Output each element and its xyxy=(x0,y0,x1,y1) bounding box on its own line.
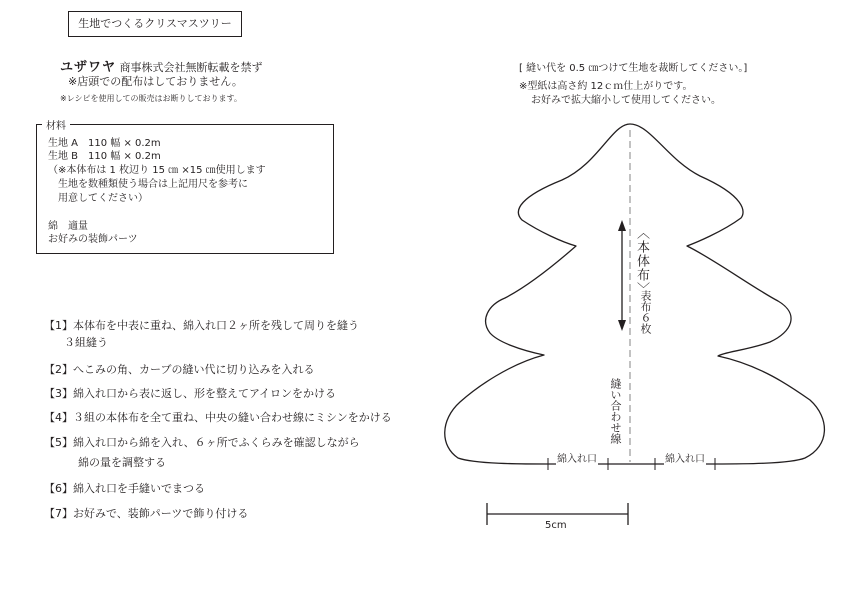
seam-allowance-note: [ 縫い代を 0.5 ㎝つけて生地を裁断してください。] xyxy=(519,63,748,74)
step-5-cont: 綿の量を調整する xyxy=(78,456,166,469)
body-fabric-label: 〈本体布〉 xyxy=(634,226,649,296)
arrow-head-up xyxy=(618,220,626,231)
opening-right-label: 綿入れ口 xyxy=(664,450,706,465)
step-text: ３組の本体布を全て重ね、中央の縫い合わせ線にミシンをかける xyxy=(73,411,392,424)
scale-note: お好みで拡大縮小して使用してください。 xyxy=(531,95,721,106)
step-text: へこみの角、カーブの縫い代に切り込みを入れる xyxy=(73,363,315,376)
material-line: 綿 適量 xyxy=(48,221,88,232)
pattern-size-note: ※型紙は高さ約 12ｃｍ仕上がりです。 xyxy=(519,81,693,92)
body-fabric-count: 表布６枚 xyxy=(639,290,652,334)
material-line: 生地を数種類使う場合は上記用尺を参考に xyxy=(48,179,248,190)
step-text: お好みで、装飾パーツで飾り付ける xyxy=(73,507,249,520)
seam-line-label: 縫い合わせ線 xyxy=(609,378,622,444)
step-text: 綿入れ口から表に返し、形を整えてアイロンをかける xyxy=(73,387,337,400)
step-text: 綿入れ口を手縫いでまつる xyxy=(73,482,205,495)
step-number: 【4】 xyxy=(44,411,73,424)
step-number: 【1】 xyxy=(44,319,73,332)
step-number: 【5】 xyxy=(44,436,73,449)
brand-logo: ユザワヤ xyxy=(60,60,117,75)
step-number: 【6】 xyxy=(44,482,73,495)
material-line: 生地 B 110 幅 × 0.2m xyxy=(48,151,161,162)
step-text: 本体布を中表に重ね、綿入れ口２ヶ所を残して周りを縫う xyxy=(73,319,359,332)
opening-left-label: 綿入れ口 xyxy=(556,450,598,465)
material-line: （※本体布は 1 枚辺り 15 ㎝ ×15 ㎝使用します xyxy=(48,165,266,176)
material-line: 生地 A 110 幅 × 0.2m xyxy=(48,138,161,149)
step-number: 【3】 xyxy=(44,387,73,400)
material-line: お好みの装飾パーツ xyxy=(48,234,138,245)
step-number: 【2】 xyxy=(44,363,73,376)
material-line: 用意してください） xyxy=(48,193,148,204)
step-1-cont: ３組縫う xyxy=(64,336,108,349)
copyright-text: 商事株式会社無断転載を禁ず xyxy=(119,61,263,74)
store-notice: ※店頭での配布はしておりません。 xyxy=(68,75,243,88)
resale-notice: ※レシピを使用しての販売はお断りしております。 xyxy=(60,94,242,103)
step-text: 綿入れ口から綿を入れ、６ヶ所でふくらみを確認しながら xyxy=(73,436,360,449)
step-number: 【7】 xyxy=(44,507,73,520)
arrow-head-down xyxy=(618,320,626,331)
scale-label: 5cm xyxy=(545,520,567,531)
materials-title: 材料 xyxy=(42,117,70,132)
page-title: 生地でつくるクリスマスツリー xyxy=(68,11,242,37)
